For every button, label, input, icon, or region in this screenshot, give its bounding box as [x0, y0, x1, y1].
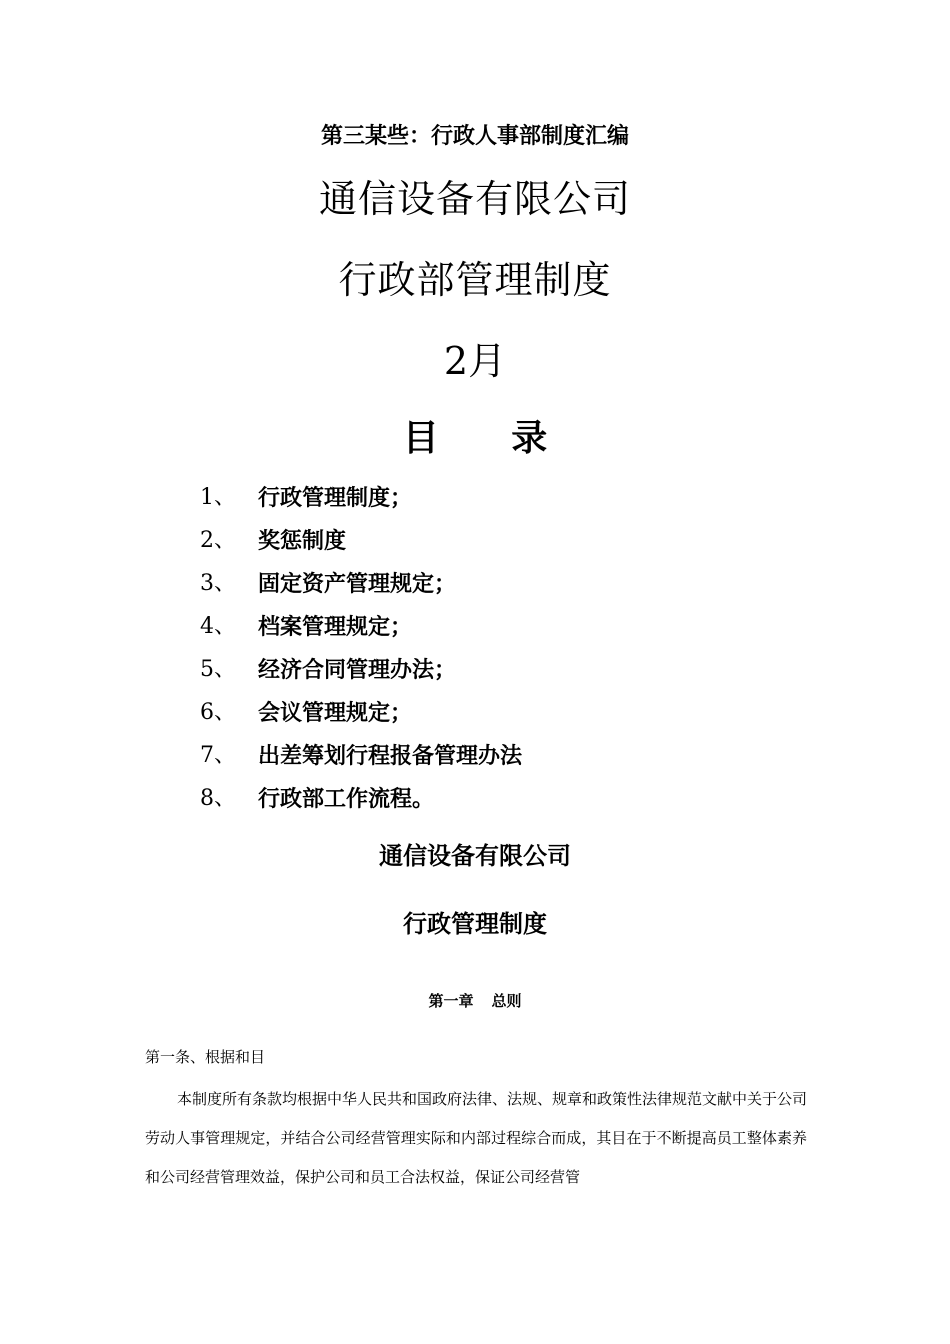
toc-item-label: 行政管理制度；: [258, 485, 413, 511]
cover-document-title: 行政部管理制度: [338, 258, 612, 302]
toc-item-number: 5、: [200, 657, 236, 682]
toc-item: [200, 478, 522, 521]
toc-item-number: 1、: [200, 485, 236, 510]
toc-item-number: 3、: [200, 571, 236, 596]
chapter-number: 第一章: [428, 992, 474, 1010]
toc-item-label: 固定资产管理规定；: [258, 571, 457, 597]
toc-item-number: 6、: [200, 700, 236, 725]
toc-item-label: 档案管理规定；: [258, 614, 413, 640]
toc-item: [200, 521, 522, 564]
toc-item: [200, 607, 522, 650]
toc-item-label: 经济合同管理办法；: [258, 657, 457, 683]
toc-item-label: 出差筹划行程报备管理办法: [258, 743, 523, 769]
toc-item-number: 8、: [200, 786, 236, 811]
chapter-heading: [0, 990, 950, 1011]
article-heading: 第一条、根据和目: [145, 1048, 266, 1066]
regulation-title: 行政管理制度: [403, 909, 547, 938]
toc-title: 目 录: [402, 417, 578, 459]
cover-month: 2月: [443, 339, 507, 383]
toc-item-number: 2、: [200, 528, 236, 553]
toc-item-number: 4、: [200, 614, 236, 639]
toc-item: [200, 736, 522, 779]
toc-item: [200, 693, 522, 736]
toc-item: [200, 779, 522, 822]
chapter-title: 总则: [491, 992, 522, 1010]
toc-item-label: 会议管理规定；: [258, 700, 413, 726]
section-heading: 第三某些：行政人事部制度汇编: [320, 123, 629, 149]
toc-item-label: 奖惩制度: [258, 528, 347, 554]
toc-item: [200, 650, 522, 693]
body-paragraph: 本制度所有条款均根据中华人民共和国政府法律、法规、规章和政策性法律规范文献中关于公司劳动人事管理规定，并结合公司经营管理实际和内部过程综合而成，其目在于不断提高员工整体素养和公司经营管理效益，保护公司和员工合法权益，保证公司经营管: [145, 1090, 808, 1186]
section-company-name: 通信设备有限公司: [379, 841, 571, 870]
cover-company-name: 通信设备有限公司: [318, 177, 631, 221]
toc-item-number: 7、: [200, 743, 236, 768]
toc-item-label: 行政部工作流程。: [258, 786, 435, 812]
toc-item: [200, 564, 522, 607]
table-of-contents: [200, 478, 522, 822]
